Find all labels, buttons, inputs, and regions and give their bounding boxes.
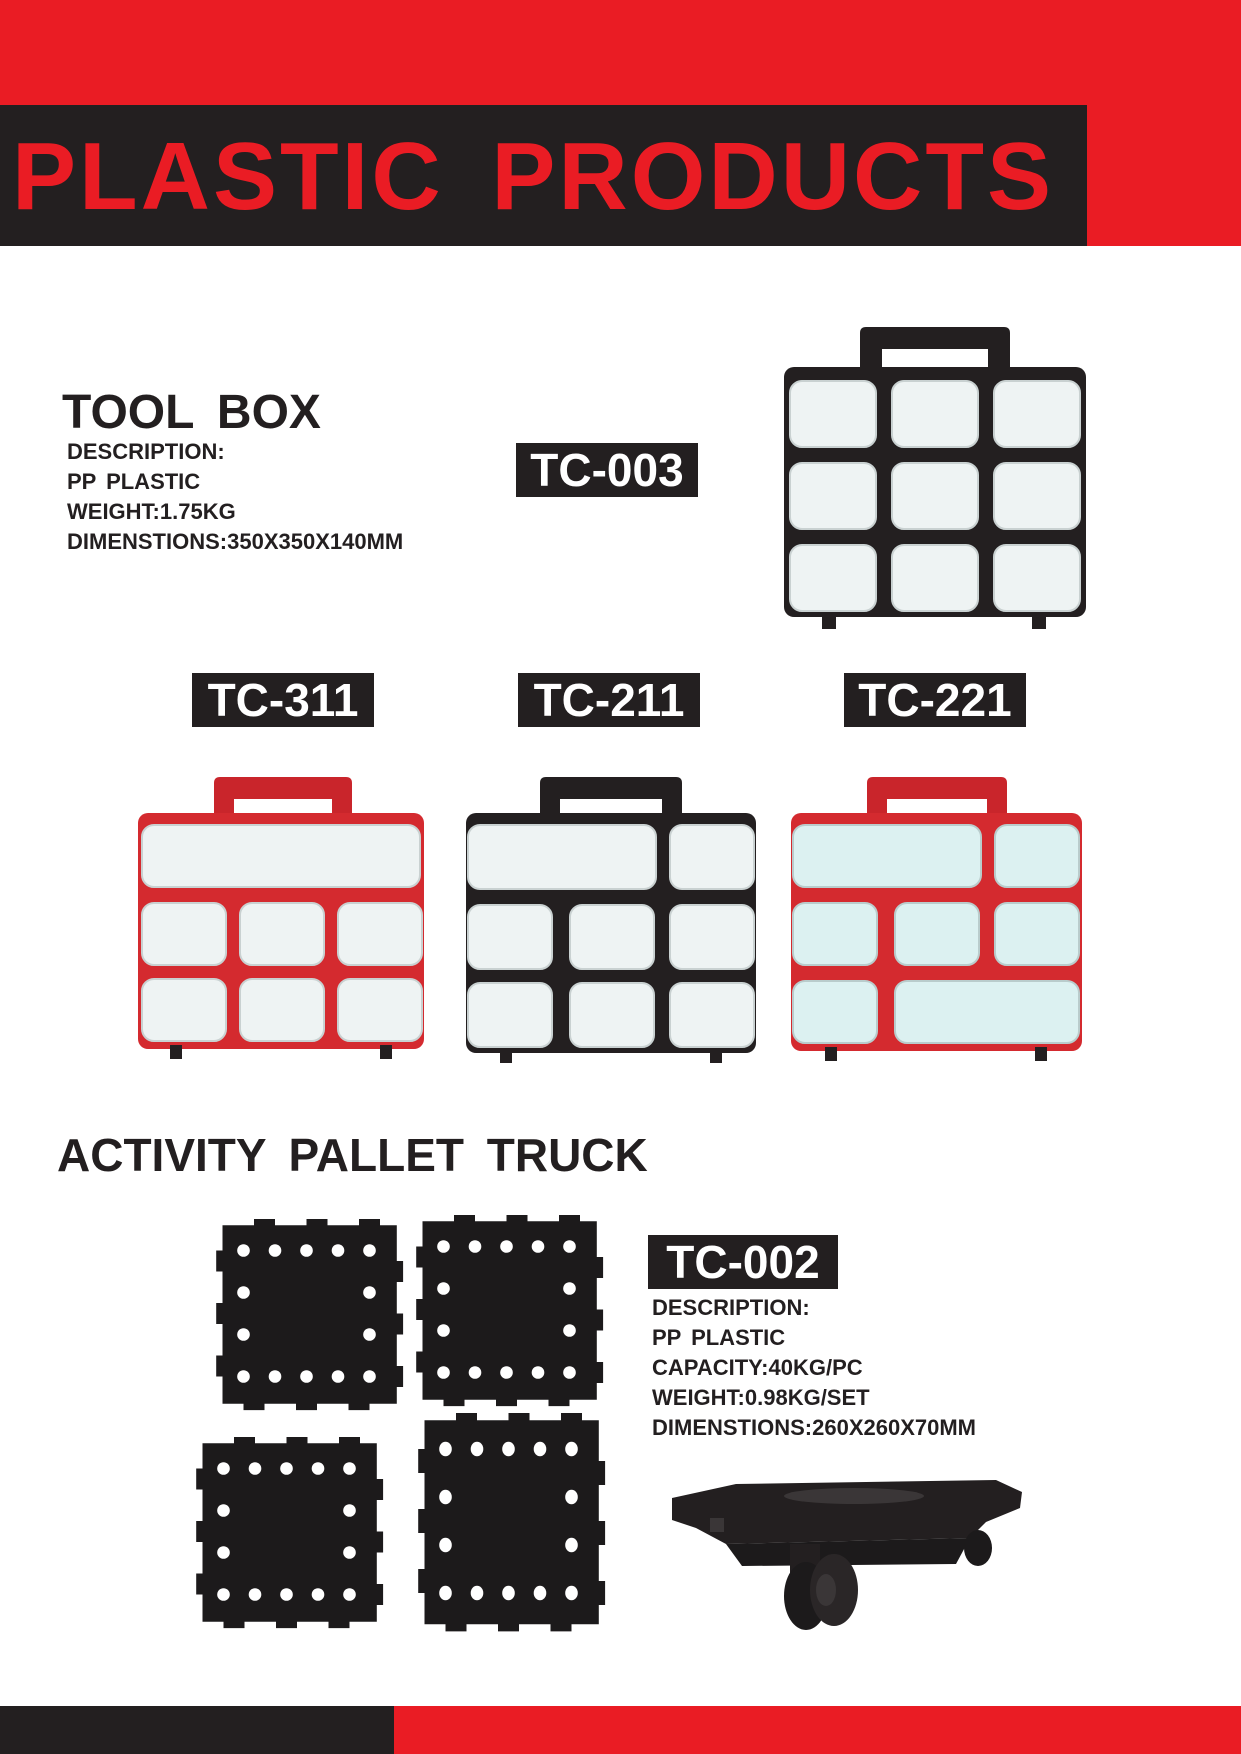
pallet-dolly-graphic bbox=[666, 1478, 1026, 1638]
product-code-tc211: TC-211 bbox=[518, 673, 700, 727]
spec-dimensions: DIMENSTIONS:350X350X140MM bbox=[67, 529, 404, 554]
tile-top-left bbox=[216, 1219, 403, 1410]
organizer-tc211-graphic bbox=[464, 775, 758, 1065]
footer-black-block bbox=[0, 1706, 394, 1754]
pallet-tiles-image bbox=[192, 1215, 632, 1645]
spec-description-label: DESCRIPTION: bbox=[67, 439, 225, 464]
pallet-title: ACTIVITY PALLET TRUCK bbox=[57, 1129, 648, 1181]
page-title: PLASTIC PRODUCTS bbox=[12, 123, 1055, 230]
header-red-block bbox=[1087, 105, 1241, 246]
carry-handle bbox=[540, 777, 682, 819]
spec-weight: WEIGHT:1.75KG bbox=[67, 499, 236, 524]
carry-handle bbox=[867, 777, 1007, 819]
pallet-dolly-image bbox=[666, 1478, 1026, 1638]
pallet-tiles-graphic bbox=[192, 1215, 632, 1645]
spec-description-label: DESCRIPTION: bbox=[652, 1295, 810, 1320]
spec-material: PP PLASTIC bbox=[67, 469, 201, 494]
pallet-specs bbox=[652, 1293, 976, 1443]
spec-weight: WEIGHT:0.98KG/SET bbox=[652, 1385, 870, 1410]
organizer-tc311-image bbox=[136, 775, 426, 1060]
toolbox-title: TOOL BOX bbox=[62, 386, 321, 439]
spec-dimensions: DIMENSTIONS:260X260X70MM bbox=[652, 1415, 976, 1440]
product-code-tc221: TC-221 bbox=[844, 673, 1026, 727]
organizer-tc003-image bbox=[782, 325, 1088, 635]
toolbox-specs bbox=[67, 437, 403, 557]
compartments bbox=[468, 825, 754, 1047]
compartments bbox=[793, 825, 1079, 1043]
organizer-tc221-image bbox=[789, 775, 1084, 1063]
footer-red-block bbox=[394, 1706, 1241, 1754]
organizer-tc311-graphic bbox=[136, 775, 426, 1060]
compartments bbox=[790, 381, 1080, 611]
tile-bottom-right bbox=[418, 1413, 605, 1631]
organizer-tc211-image bbox=[464, 775, 758, 1065]
top-red-band bbox=[0, 0, 1241, 105]
tile-top-right bbox=[416, 1215, 603, 1406]
spec-material: PP PLASTIC bbox=[652, 1325, 786, 1350]
organizer-tc003-graphic bbox=[782, 325, 1088, 635]
compartments bbox=[142, 825, 422, 1041]
tile-bottom-left bbox=[196, 1437, 383, 1628]
carry-handle bbox=[860, 327, 1010, 373]
organizer-tc221-graphic bbox=[789, 775, 1084, 1063]
carry-handle bbox=[214, 777, 352, 819]
product-code-tc002: TC-002 bbox=[648, 1235, 838, 1289]
product-code-tc003: TC-003 bbox=[516, 443, 698, 497]
product-code-tc311: TC-311 bbox=[192, 673, 374, 727]
spec-capacity: CAPACITY:40KG/PC bbox=[652, 1355, 863, 1380]
